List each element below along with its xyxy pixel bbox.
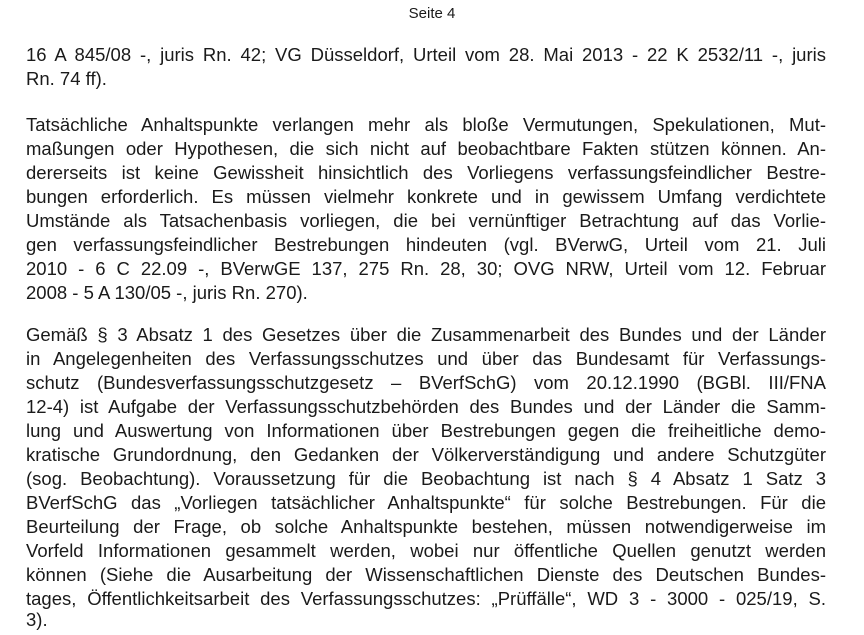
paragraph-2-line-2: maßungen oder Hypothesen, die sich nicht auf beobachtbare Fakten stützen können. An- — [26, 138, 826, 159]
paragraph-2-line-5: Umstände als Tatsachenbasis vorliegen, die bei vernünftiger Betrachtung auf das Vorlie- — [26, 210, 826, 231]
paragraph-1-line-2: Rn. 74 ff). — [26, 68, 107, 89]
paragraph-3-line-5: lung und Auswertung von Informationen über Bestrebungen gegen die freiheitliche demo- — [26, 420, 826, 441]
paragraph-3-line-4: 12-4) ist Aufgabe der Verfassungsschutzbehörden des Bundes und der Länder die Samm- — [26, 396, 826, 417]
paragraph-3-line-1: Gemäß § 3 Absatz 1 des Gesetzes über die Zusammenarbeit des Bundes und der Länder — [26, 324, 826, 345]
paragraph-2-line-4: bungen erforderlich. Es müssen vielmehr konkrete und in gewissem Umfang verdichtete — [26, 186, 826, 207]
paragraph-2-line-3: dererseits ist keine Gewissheit hinsichtlich des Vorliegens verfassungsfeindlicher Bestre- — [26, 162, 826, 183]
paragraph-3-line-12: tages, Öffentlichkeitsarbeit des Verfassungsschutzes: „Prüffälle“, WD 3 - 3000 - 025/19, S. — [26, 588, 826, 609]
page-number-header: Seite 4 — [408, 5, 456, 22]
paragraph-3-line-3: schutz (Bundesverfassungsschutzgesetz – BVerfSchG) vom 20.12.1990 (BGBl. III/FNA — [26, 372, 826, 393]
paragraph-2-line-8: 2008 - 5 A 130/05 -, juris Rn. 270). — [26, 282, 308, 303]
paragraph-3-line-9: Beurteilung der Frage, ob solche Anhaltspunkte bestehen, müssen notwendigerweise im — [26, 516, 826, 537]
paragraph-3-line-13: 3). — [26, 609, 48, 630]
paragraph-2-line-6: gen verfassungsfeindlicher Bestrebungen hindeuten (vgl. BVerwG, Urteil vom 21. Juli — [26, 234, 826, 255]
paragraph-1-line-1: 16 A 845/08 -, juris Rn. 42; VG Düsseldorf, Urteil vom 28. Mai 2013 - 22 K 2532/11 -, juris — [26, 44, 826, 65]
paragraph-3-line-11: können (Siehe die Ausarbeitung der Wissenschaftlichen Dienste des Deutschen Bundes- — [26, 564, 826, 585]
paragraph-3-line-2: in Angelegenheiten des Verfassungsschutzes und über das Bundesamt für Verfassungs- — [26, 348, 826, 369]
paragraph-3-line-8: BVerfSchG das „Vorliegen tatsächlicher Anhaltspunkte“ für solche Bestrebungen. Für die — [26, 492, 826, 513]
paragraph-2-line-1: Tatsächliche Anhaltspunkte verlangen mehr als bloße Vermutungen, Spekulationen, Mut- — [26, 114, 826, 135]
paragraph-2-line-7: 2010 - 6 C 22.09 -, BVerwGE 137, 275 Rn. 28, 30; OVG NRW, Urteil vom 12. Februar — [26, 258, 826, 279]
paragraph-3-line-10: Vorfeld Informationen gesammelt werden, wobei nur öffentliche Quellen genutzt werden — [26, 540, 826, 561]
paragraph-3-line-7: (sog. Beobachtung). Voraussetzung für die Beobachtung ist nach § 4 Absatz 1 Satz 3 — [26, 468, 826, 489]
paragraph-3-line-6: kratische Grundordnung, den Gedanken der Völkerverständigung und andere Schutzgüter — [26, 444, 826, 465]
